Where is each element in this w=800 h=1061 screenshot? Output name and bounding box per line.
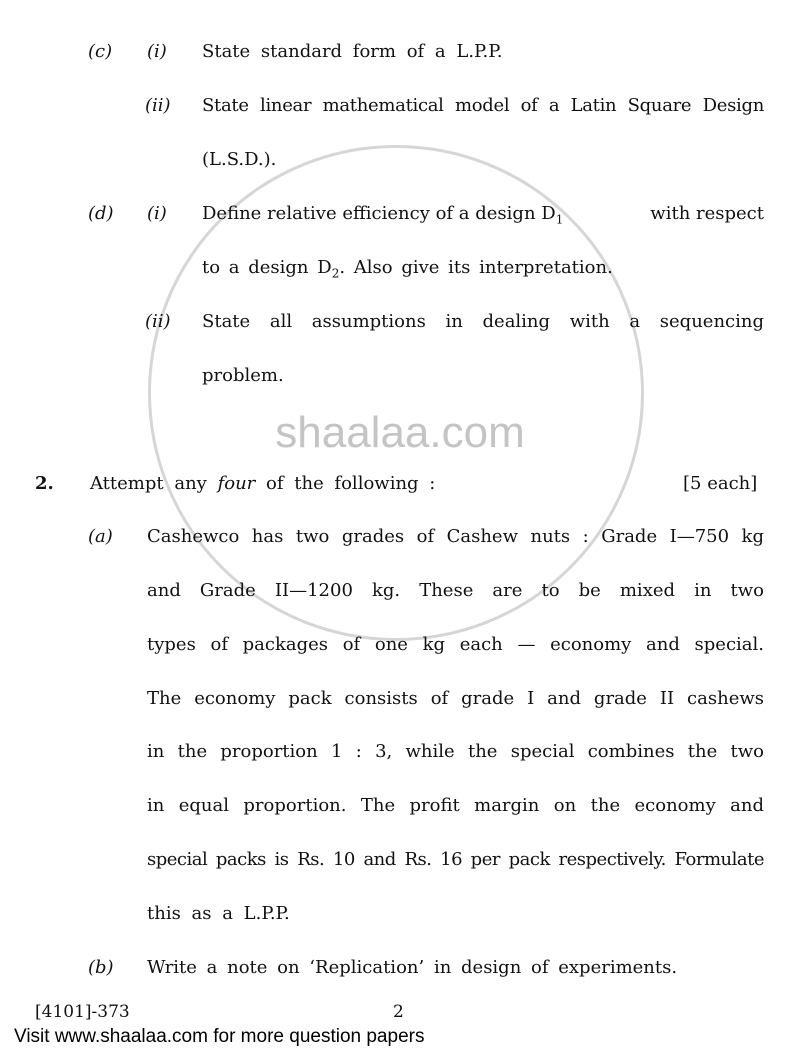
- q2a-label: (a): [88, 526, 113, 547]
- q2a-line: Cashewco has two grades of Cashew nuts : Grade I—750 kg: [147, 526, 764, 547]
- q1c-ii-label: (ii): [145, 95, 171, 116]
- q1d-i-line2a: to a design D: [202, 257, 332, 278]
- q2b-text: Write a note on ‘Replication’ in design of experiments.: [147, 957, 678, 978]
- q1d-i-line2b: . Also give its interpretation.: [339, 257, 613, 278]
- paper-code: [4101]-373: [35, 1002, 130, 1022]
- q1c-ii-line2: (L.S.D.).: [202, 149, 277, 170]
- q1c-i-label: (i): [147, 41, 167, 62]
- q2b-label: (b): [88, 957, 114, 978]
- q2a-line: special packs is Rs. 10 and Rs. 16 per pack respectively. Formulate: [147, 849, 764, 870]
- page-number: 2: [393, 1002, 404, 1022]
- q1d-i-sub2: 2: [331, 266, 340, 281]
- q2a-line: in the proportion 1 : 3, while the special combines the two: [147, 741, 764, 762]
- q2-number: 2.: [35, 473, 54, 494]
- q2a-line: and Grade II—1200 kg. These are to be mixed in two: [147, 580, 764, 601]
- q1c-ii-line1: State linear mathematical model of a Latin Square Design: [202, 95, 764, 116]
- q1d-i-line1: [202, 203, 764, 225]
- q1d-ii-label: (ii): [145, 311, 171, 332]
- q1c-i-text: State standard form of a L.P.P.: [202, 41, 503, 62]
- q1d-ii-line2: problem.: [202, 365, 284, 386]
- q2-intro: [90, 473, 435, 495]
- q2a-line: this as a L.P.P.: [147, 903, 290, 924]
- q1d-i-label: (i): [147, 203, 167, 224]
- q2-intro-b: of the following :: [266, 473, 436, 494]
- q1d-i-sub1: 1: [555, 212, 564, 227]
- visit-link[interactable]: Visit www.shaalaa.com for more question papers: [14, 1026, 425, 1047]
- q1d-i-line1a: Define relative efficiency of a design D: [202, 203, 556, 224]
- q2a-line: in equal proportion. The profit margin on the economy and: [147, 795, 764, 816]
- q1d-i-line1b: with respect: [650, 203, 764, 224]
- q1c-label: (c): [88, 41, 113, 62]
- watermark-text: shaalaa.com: [275, 408, 525, 457]
- q2-marks: [5 each]: [683, 473, 758, 494]
- q2a-line: The economy pack consists of grade I and grade II cashews: [147, 688, 764, 709]
- q1d-i-line2: [202, 257, 613, 279]
- q2-intro-a: Attempt any: [90, 473, 207, 494]
- q1d-ii-line1: State all assumptions in dealing with a sequencing: [202, 311, 764, 332]
- q1d-label: (d): [88, 203, 114, 224]
- q2-intro-em: four: [217, 473, 256, 494]
- q2a-line: types of packages of one kg each — economy and special.: [147, 634, 764, 655]
